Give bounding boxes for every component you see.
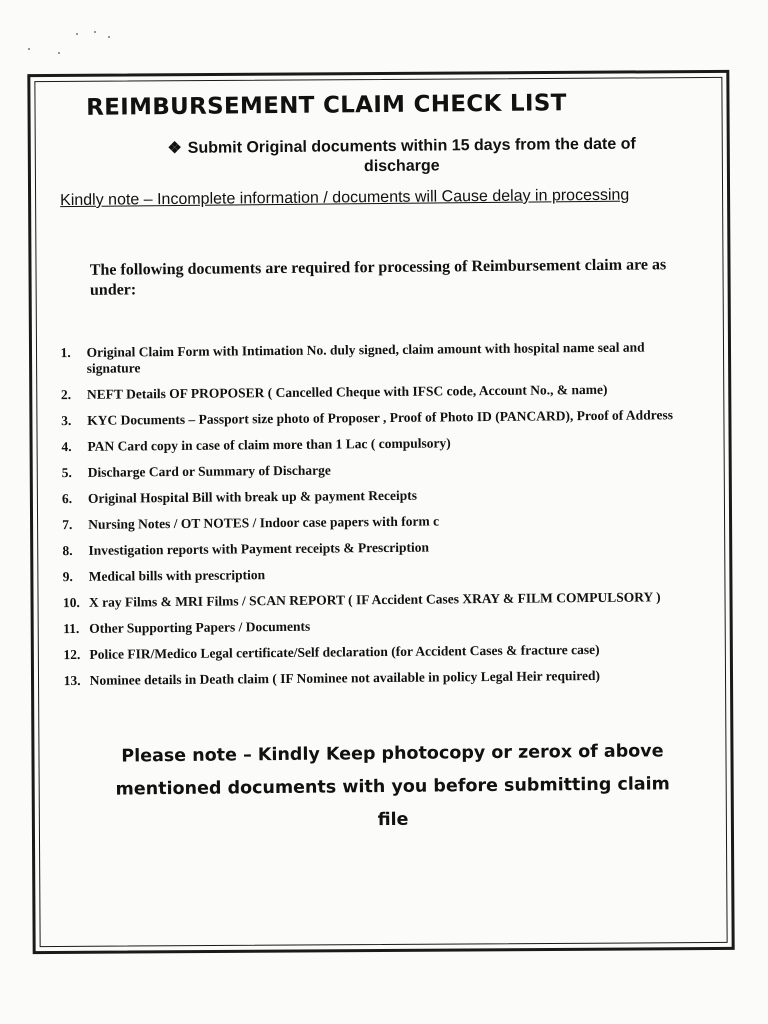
list-item-text: Original Hospital Bill with break up & payment Receipts [87, 487, 418, 506]
list-item-text: X ray Films & MRI Films / SCAN REPORT ( IF Accident Cases XRAY & FILM COMPULSORY ) [88, 589, 661, 610]
list-item-text: KYC Documents – Passport size photo of Proposer , Proof of Photo ID (PANCARD), Proof of Address [87, 407, 673, 428]
list-item-number: 11. [63, 620, 80, 637]
list-item [63, 641, 693, 663]
list-item-text: Original Claim Form with Intimation No. duly signed, claim amount with hospital name seal and signature [86, 339, 645, 376]
list-item-number: 5. [61, 464, 72, 481]
list-item [63, 615, 693, 637]
list-item [62, 459, 692, 481]
list-item-number: 2. [60, 386, 72, 403]
list-item-number: 12. [63, 646, 81, 663]
list-item-text: Nominee details in Death claim ( IF Nominee not available in policy Legal Heir required) [89, 667, 600, 688]
list-item-text: Police FIR/Medico Legal certificate/Self declaration (for Accident Cases & fracture case) [89, 641, 600, 662]
list-item [62, 511, 692, 533]
list-item-number: 8. [62, 542, 73, 559]
list-item-text: Investigation reports with Payment receipts & Prescription [88, 539, 429, 558]
list-item [64, 667, 694, 689]
list-item-number: 4. [61, 438, 72, 455]
list-item [62, 537, 692, 559]
list-item-number: 3. [61, 412, 72, 429]
list-item-number: 6. [61, 490, 73, 507]
list-item-text: Nursing Notes / OT NOTES / Indoor case papers with form c [88, 513, 440, 532]
list-item-number: 7. [62, 516, 73, 533]
submit-instruction-text: Submit Original documents within 15 days from the date of discharge [187, 135, 636, 176]
list-item-number: 10. [62, 594, 80, 611]
list-item-number: 13. [63, 672, 81, 689]
list-item-number: 9. [62, 568, 73, 585]
list-item [62, 485, 692, 507]
list-item-text: Medical bills with prescription [88, 567, 266, 584]
list-item-text: NEFT Details OF PROPOSER ( Cancelled Cheque with IFSC code, Account No., & name) [86, 381, 608, 402]
closing-note: Please note – Kindly Keep photocopy or zerox of above mentioned documents with you before submitting claim file [115, 741, 670, 831]
list-item-number: 1. [60, 345, 71, 361]
delay-note: Kindly note – Incomplete information / documents will Cause delay in processing [60, 186, 630, 210]
required-documents-list [60, 339, 693, 689]
diamond-bullet-icon: ❖ [167, 139, 182, 158]
list-item-text: Discharge Card or Summary of Discharge [87, 462, 331, 480]
list-item [63, 563, 693, 585]
submit-instruction [137, 134, 667, 179]
list-item [61, 433, 691, 455]
list-item-text: Other Supporting Papers / Documents [89, 618, 311, 636]
list-item [63, 589, 693, 611]
list-item [60, 339, 690, 377]
intro-paragraph: The following documents are required for processing of Reimbursement claim are as under: [89, 256, 667, 299]
list-item-text: PAN Card copy in case of claim more than 1 Lac ( compulsory) [87, 435, 451, 454]
document-title: REIMBURSEMENT CLAIM CHECK LIST [86, 90, 567, 121]
list-item [61, 381, 691, 403]
list-item [61, 407, 691, 429]
